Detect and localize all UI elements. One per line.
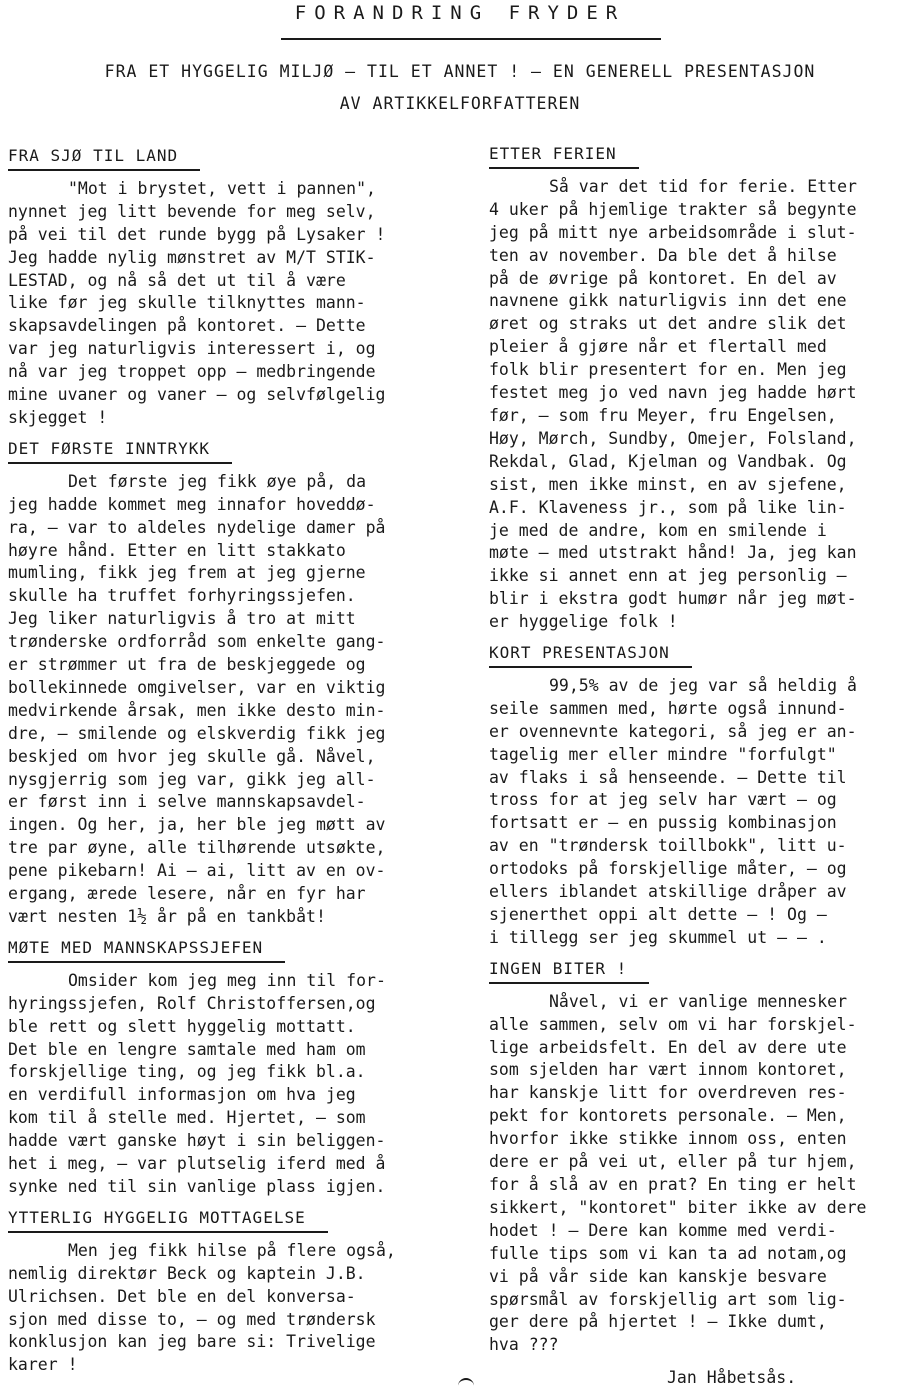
section-paragraph	[489, 675, 909, 950]
paragraph-line: sikkert, "kontoret" biter ikke av dere	[489, 1197, 867, 1217]
paragraph-line: Omsider kom jeg meg inn til for-	[68, 970, 386, 990]
paragraph-line: 4 uker på hjemlige trakter så begynte	[489, 199, 857, 219]
paragraph-line: pleier å gjøre når et flertall med	[489, 337, 827, 357]
paragraph-line: Nåvel, vi er vanlige mennesker	[549, 991, 848, 1011]
article-section	[489, 638, 909, 950]
section-heading: INGEN BITER !	[489, 958, 649, 984]
paragraph-line: bollekinnede omgivelser, var en viktig	[8, 677, 386, 697]
paragraph-line: folk blir presentert for en. Men jeg	[489, 360, 847, 380]
paragraph-line: je med de andre, kom en smilende i	[489, 520, 827, 540]
paragraph-line: LESTAD, og nå så det ut til å være	[8, 270, 346, 290]
paragraph-line: spørsmål av forskjellig art som lig-	[489, 1289, 847, 1309]
paragraph-line: skjegget !	[8, 407, 108, 427]
article-section	[8, 933, 443, 1199]
paragraph-line: jeg hadde kommet meg innafor hoveddø-	[8, 494, 376, 514]
paragraph-line: lige arbeidsfelt. En del av dere ute	[489, 1037, 847, 1057]
paragraph-line: Jeg liker naturligvis å tro at mitt	[8, 609, 356, 629]
paragraph-line: beskjed om hvor jeg skulle gå. Nåvel,	[8, 746, 376, 766]
paragraph-line: Rekdal, Glad, Kjelman og Vandbak. Og	[489, 451, 847, 471]
paragraph-line: Jeg hadde nylig mønstret av M/T STIK-	[8, 247, 376, 267]
paragraph-line: i tillegg ser jeg skummel ut – – .	[489, 927, 827, 947]
right-column	[489, 139, 909, 1390]
paragraph-line: ten av november. Da ble det å hilse	[489, 245, 837, 265]
paragraph-line: på vei til det runde bygg på Lysaker !	[8, 224, 386, 244]
paragraph-line: mine uvaner og vaner – og selvfølgelig	[8, 385, 386, 405]
paragraph-line: karer !	[8, 1355, 78, 1375]
paragraph-line: ble rett og slett hyggelig mottatt.	[8, 1016, 356, 1036]
section-heading: DET FØRSTE INNTRYKK	[8, 438, 232, 464]
article-section	[8, 434, 443, 929]
paragraph-line: er ovennevnte kategori, så jeg er an-	[489, 721, 857, 741]
section-paragraph	[8, 1240, 443, 1377]
paragraph-line: høyre hånd. Etter en litt stakkato	[8, 540, 346, 560]
paragraph-line: Men jeg fikk hilse på flere også,	[68, 1240, 396, 1260]
paragraph-line: hva ???	[489, 1335, 559, 1355]
paragraph-line: het i meg, – var plutselig iferd med å	[8, 1154, 386, 1174]
paragraph-line: var jeg naturligvis interessert i, og	[8, 339, 376, 359]
paragraph-line: like før jeg skulle tilknyttes mann-	[8, 293, 366, 313]
paragraph-line: nå var jeg troppet opp – medbringende	[8, 362, 376, 382]
article-section	[489, 954, 909, 1357]
paragraph-line: nemlig direktør Beck og kaptein J.B.	[8, 1263, 366, 1283]
paragraph-line: tross for at jeg selv har vært – og	[489, 790, 837, 810]
paragraph-line: sjenerthet oppi alt dette – ! Og –	[489, 905, 827, 924]
paragraph-line: har kanskje litt for overdreven res-	[489, 1083, 847, 1103]
article-section	[8, 141, 443, 430]
paragraph-line: trønderske ordforråd som enkelte gang-	[8, 632, 386, 652]
paragraph-line: av flaks i så henseende. – Dette til	[489, 767, 847, 787]
paragraph-line: mumling, fikk jeg frem at jeg gjerne	[8, 563, 366, 583]
page-number-mark	[458, 1378, 474, 1390]
paragraph-line: pene pikebarn! Ai – ai, litt av en ov-	[8, 861, 386, 881]
paragraph-line: pekt for kontorets personale. – Men,	[489, 1106, 847, 1126]
paragraph-line: er hyggelige folk !	[489, 612, 678, 632]
title-underline	[281, 38, 661, 40]
paragraph-line: jeg på mitt nye arbeidsområde i slut-	[489, 222, 857, 242]
left-column	[8, 141, 443, 1381]
paragraph-line: festet meg jo ved navn jeg hadde hørt	[489, 383, 857, 403]
paragraph-line: tre par øyne, alle tilhørende utsøkte,	[8, 838, 386, 858]
paragraph-line: ingen. Og her, ja, her ble jeg møtt av	[8, 815, 386, 835]
paragraph-line: sist, men ikke minst, en av sjefene,	[489, 474, 847, 494]
paragraph-line: ra, – var to aldeles nydelige damer på	[8, 517, 386, 537]
paragraph-line: Det første jeg fikk øye på, da	[68, 471, 367, 491]
section-paragraph	[489, 176, 909, 634]
paragraph-line: skulle ha truffet forhyringssjefen.	[8, 586, 356, 606]
paragraph-line: hyringssjefen, Rolf Christoffersen,og	[8, 993, 376, 1013]
paragraph-line: Høy, Mørch, Sundby, Omejer, Folsland,	[489, 428, 857, 448]
paragraph-line: fulle tips som vi kan ta ad notam,og	[489, 1243, 847, 1263]
paragraph-line: sjon med disse to, – og med trøndersk	[8, 1309, 376, 1329]
paragraph-line: synke ned til sin vanlige plass igjen.	[8, 1176, 386, 1196]
section-heading: FRA SJØ TIL LAND	[8, 145, 200, 171]
paragraph-line: blir i ekstra godt humør når jeg møt-	[489, 589, 857, 609]
section-heading: ETTER FERIEN	[489, 143, 639, 169]
paragraph-line: navnene gikk naturligvis inn det ene	[489, 291, 847, 311]
paragraph-line: av en "trøndersk toillbokk", litt u-	[489, 836, 847, 856]
paragraph-line: nysgjerrig som jeg var, gikk jeg all-	[8, 769, 376, 789]
paragraph-line: konklusjon kan jeg bare si: Trivelige	[8, 1332, 376, 1352]
paragraph-line: kom til å stelle med. Hjertet, – som	[8, 1108, 366, 1128]
paragraph-line: hvorfor ikke stikke innom oss, enten	[489, 1129, 847, 1149]
paragraph-line: seile sammen med, hørte også innund-	[489, 698, 847, 718]
paragraph-line: for å slå av en prat? En ting er helt	[489, 1174, 857, 1194]
paragraph-line: møte – med utstrakt hånd! Ja, jeg kan	[489, 543, 857, 563]
paragraph-line: øret og straks ut det andre slik det	[489, 314, 847, 334]
article-subtitle-line1: FRA ET HYGGELIG MILJØ – TIL ET ANNET ! – EN GENERELL PRESENTASJON	[104, 62, 816, 81]
paragraph-line: ellers iblandet atskillige dråper av	[489, 882, 847, 902]
paragraph-line: på de øvrige på kontoret. En del av	[489, 268, 837, 288]
paragraph-line: Ulrichsen. Det ble en del konversa-	[8, 1286, 356, 1306]
paragraph-line: dere er på vei ut, eller på tur hjem,	[489, 1152, 857, 1172]
article-title: FORANDRING FRYDER	[294, 2, 626, 24]
paragraph-line: er strømmer ut fra de beskjeggede og	[8, 655, 366, 675]
paragraph-line: vært nesten 1½ år på en tankbåt!	[8, 907, 326, 926]
paragraph-line: hadde vært ganske høyt i sin beliggen-	[8, 1131, 386, 1151]
paragraph-line: hodet ! – Dere kan komme med verdi-	[489, 1220, 837, 1240]
paragraph-line: tagelig mer eller mindre "forfulgt"	[489, 744, 837, 764]
paragraph-line: ger dere på hjertet ! – Ikke dumt,	[489, 1312, 827, 1332]
paragraph-line: 99,5% av de jeg var så heldig å	[549, 675, 857, 695]
paragraph-line: ergang, ærede lesere, når en fyr har	[8, 884, 366, 904]
paragraph-line: "Mot i brystet, vett i pannen",	[68, 178, 376, 198]
paragraph-line: medvirkende årsak, men ikke desto min-	[8, 700, 386, 720]
section-heading: YTTERLIG HYGGELIG MOTTAGELSE	[8, 1207, 328, 1233]
paragraph-line: som sjelden har vært innom kontoret,	[489, 1060, 847, 1080]
section-heading: MØTE MED MANNSKAPSSJEFEN	[8, 937, 285, 963]
paragraph-line: før, – som fru Meyer, fru Engelsen,	[489, 405, 837, 425]
paragraph-line: nynnet jeg litt bevende for meg selv,	[8, 201, 376, 221]
section-heading: KORT PRESENTASJON	[489, 642, 692, 668]
article-section	[489, 139, 909, 634]
paragraph-line: Det ble en lengre samtale med ham om	[8, 1039, 366, 1059]
paragraph-line: alle sammen, selv om vi har forskjel-	[489, 1014, 857, 1034]
author-signature: Jan Håbetsås.	[667, 1368, 797, 1388]
article-section	[8, 1203, 443, 1377]
paragraph-line: er først inn i selve mannskapsavdel-	[8, 792, 366, 812]
section-paragraph	[8, 970, 443, 1199]
paragraph-line: vi på vår side kan kanskje besvare	[489, 1266, 827, 1286]
paragraph-line: ikke si annet enn at jeg personlig –	[489, 566, 847, 586]
paragraph-line: skapsavdelingen på kontoret. – Dette	[8, 316, 366, 336]
paragraph-line: ortodoks på forskjellige måter, – og	[489, 859, 847, 879]
paragraph-line: en verdifull informasjon om hva jeg	[8, 1085, 356, 1105]
section-paragraph	[489, 991, 909, 1358]
section-paragraph	[8, 471, 443, 929]
paragraph-line: Så var det tid for ferie. Etter	[549, 176, 857, 196]
article-subtitle-line2: AV ARTIKKELFORFATTEREN	[339, 94, 581, 113]
paragraph-line: dre, – smilende og elskverdig fikk jeg	[8, 723, 386, 743]
paragraph-line: fortsatt er – en pussig kombinasjon	[489, 813, 837, 833]
section-paragraph	[8, 178, 443, 430]
paragraph-line: A.F. Klaveness jr., som på like lin-	[489, 497, 847, 517]
paragraph-line: forskjellige ting, og jeg fikk bl.a.	[8, 1062, 366, 1082]
